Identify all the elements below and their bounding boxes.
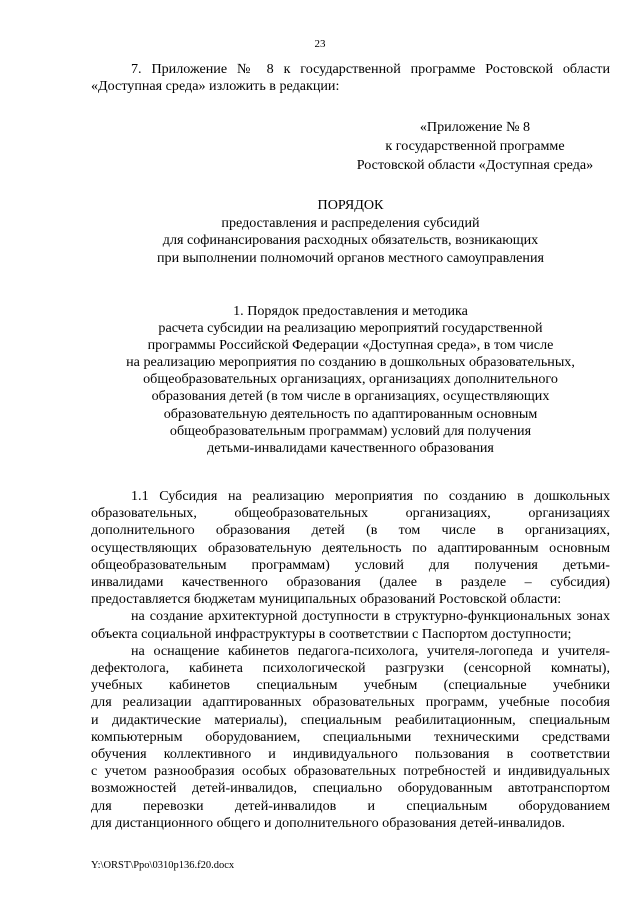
paragraph-line: возможностей детей-инвалидов, специально оборудованным автотранспортом — [91, 780, 610, 797]
section-heading-line: общеобразовательных организациях, организациях дополнительного — [143, 371, 558, 388]
title-line: для софинансирования расходных обязательств, возникающих — [162, 232, 539, 248]
paragraph-line: дополнительного образования детей (в том числе в организациях, — [91, 522, 610, 539]
paragraph-line: общеобразовательным программам) условий для получения детьми- — [91, 556, 610, 573]
section-heading-line: общеобразовательным программам) условий для получения — [169, 422, 532, 439]
section-heading-line: образовательную деятельность по адаптированным основным — [163, 405, 538, 422]
appendix-line: к государственной программе — [385, 138, 565, 154]
section-heading-line: программы Российской Федерации «Доступная среда», в том числе — [147, 337, 554, 354]
paragraph-line: обучения коллективного и индивидуального пользования в соответствии — [91, 746, 610, 763]
document-title — [91, 197, 610, 267]
paragraph-line: дефектолога, кабинета психологической разгрузки (сенсорной комнаты), — [91, 660, 610, 677]
paragraph-line: осуществляющих образовательную деятельность по адаптированным основным — [91, 539, 610, 556]
paragraph-line: с учетом разнообразия особых образовательных потребностей и индивидуальных — [91, 763, 610, 780]
appendix-reference — [340, 118, 610, 175]
page-number: 23 — [314, 38, 326, 50]
paragraph-line: на оснащение кабинетов педагога-психолога, учителя-логопеда и учителя- — [131, 642, 610, 659]
paragraph-line: для перевозки детей-инвалидов и специальным оборудованием — [91, 797, 610, 814]
section-heading-line: образования детей (в том числе в организациях, осуществляющих — [151, 388, 550, 405]
section-heading-line: на реализацию мероприятия по созданию в дошкольных образовательных, — [126, 354, 575, 371]
file-path-footer: Y:\ORST\Ppo\0310p136.f20.docx — [91, 860, 235, 871]
body-text — [91, 488, 610, 832]
paragraph-line: учебных кабинетов специальным учебным (специальные учебники — [91, 677, 610, 694]
paragraph-line: для дистанционного общего и дополнительного образования детей-инвалидов. — [91, 814, 566, 831]
intro-line: «Доступная среда» изложить в редакции: — [91, 78, 340, 95]
section-heading-line: 1. Порядок предоставления и методика — [233, 303, 468, 319]
paragraph-line: 1.1 Субсидия на реализацию мероприятия по созданию в дошкольных — [131, 488, 610, 504]
title-line: предоставления и распределения субсидий — [221, 214, 480, 231]
section-heading-line: детьми-инвалидами качественного образования — [207, 439, 494, 456]
title-line: при выполнении полномочий органов местного самоуправления — [157, 249, 544, 266]
paragraph-line: и дидактические материалы), специальным реабилитационным, специальным — [91, 711, 610, 728]
appendix-line: Ростовской области «Доступная среда» — [356, 157, 594, 173]
paragraph-line: компьютерным оборудованием, специальными техническими средствами — [91, 728, 610, 745]
paragraph-line: инвалидами качественного образования (далее в разделе – субсидия) — [91, 574, 610, 591]
section-heading-line: расчета субсидии на реализацию мероприятий государственной — [158, 320, 543, 337]
appendix-line: «Приложение № 8 — [419, 119, 531, 135]
paragraph-line: предоставляется бюджетам муниципальных образований Ростовской области: — [91, 591, 562, 608]
paragraph-line: объекта социальной инфраструктуры в соответствии с Паспортом доступности; — [91, 625, 572, 642]
intro-line: 7. Приложение № 8 к государственной программе Ростовской области — [131, 61, 610, 77]
intro-paragraph — [91, 61, 610, 95]
paragraph-line: на создание архитектурной доступности в структурно-функциональных зонах — [131, 608, 610, 625]
title-heading: ПОРЯДОК — [317, 197, 384, 213]
section-heading — [91, 303, 610, 457]
paragraph-line: для реализации адаптированных образовательных программ, учебные пособия — [91, 694, 610, 711]
paragraph-line: образовательных, общеобразовательных организациях, организациях — [91, 505, 610, 522]
